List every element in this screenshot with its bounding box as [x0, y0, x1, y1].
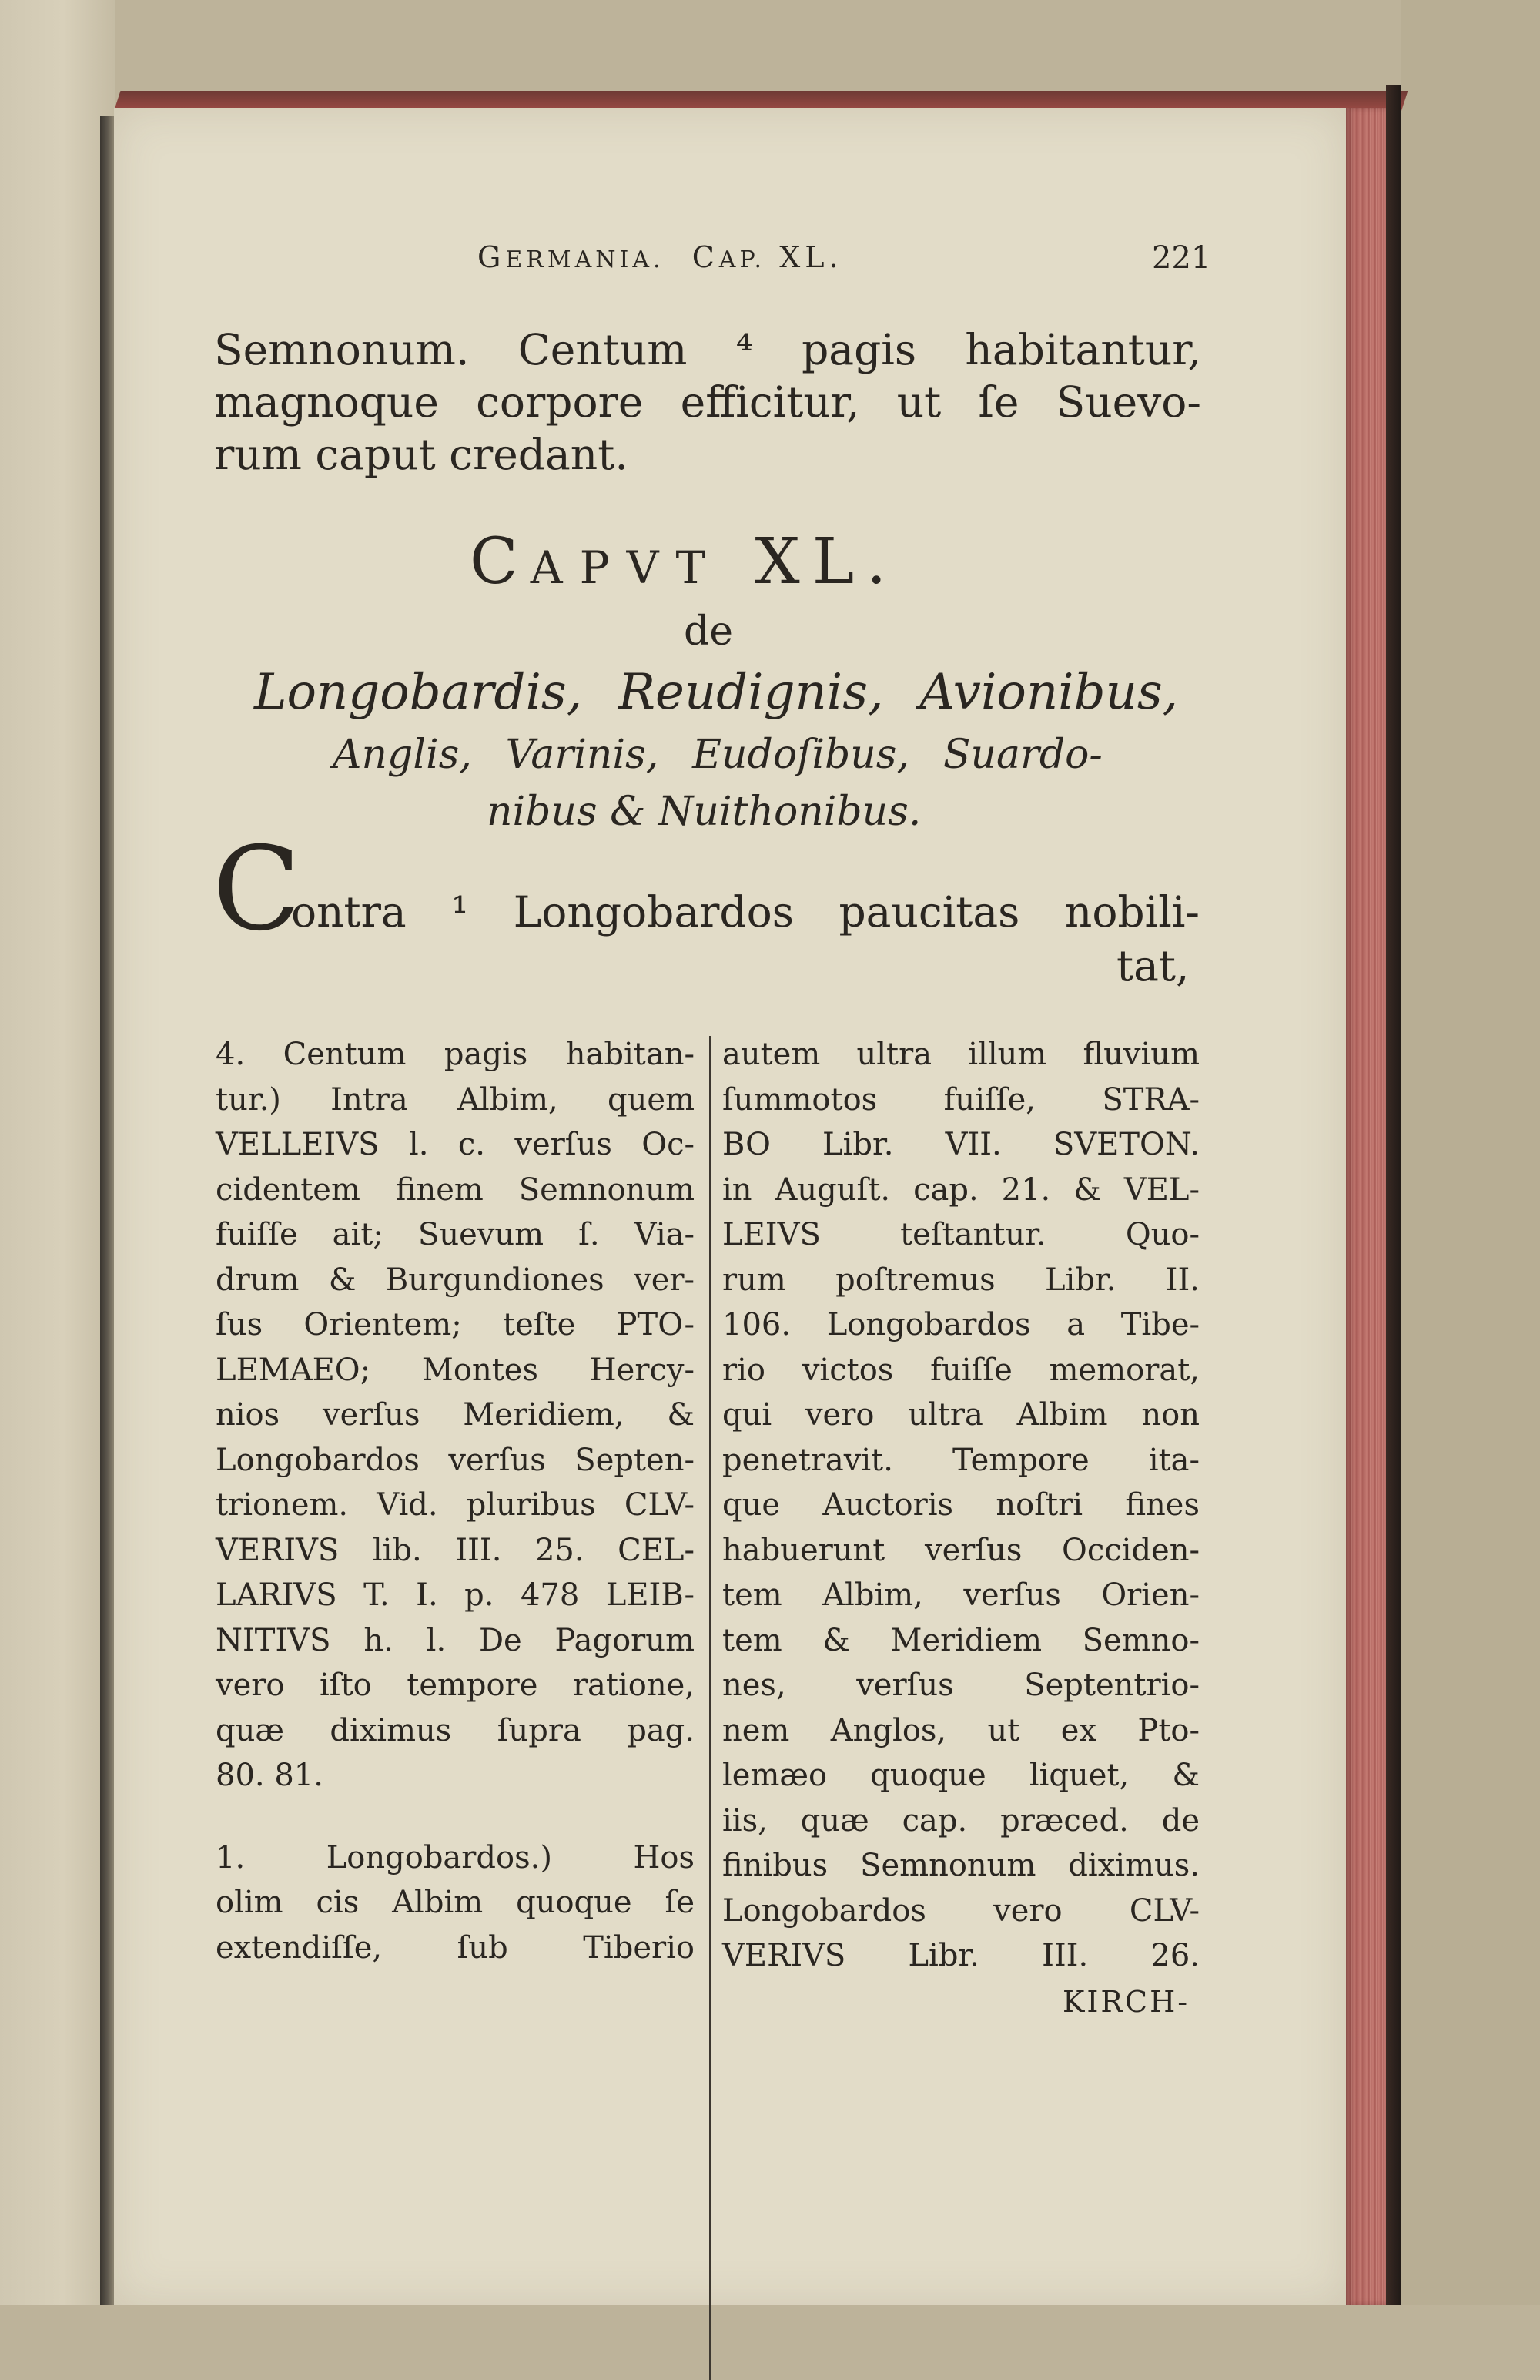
running-title-initial: G	[477, 240, 506, 274]
footnote-line: tem Albim, verſus Orien-	[722, 1577, 1200, 1613]
main-text-line-2: tat,	[1116, 941, 1190, 991]
footnote-line: rum poſtremus Libr. II.	[722, 1262, 1200, 1298]
footnote-line: 1. Longobardos.) Hos	[216, 1839, 695, 1876]
footnote-line: LEIVS teſtantur. Quo-	[722, 1217, 1200, 1252]
page-number: 221	[1152, 240, 1211, 276]
body-line-3: rum caput credant.	[214, 430, 628, 479]
main-text-line-1: ontra ¹ Longobardos paucitas nobili-	[291, 887, 1200, 937]
footnote-line: 80. 81.	[216, 1758, 323, 1793]
chapter-subtitle-line-1: Longobardis, Reudignis, Avionibus,	[254, 664, 1178, 721]
footnote-line: BO Libr. VII. SVETON.	[722, 1127, 1200, 1162]
footnote-line: VERIVS lib. III. 25. CEL-	[216, 1532, 695, 1568]
chapter-label: AP.	[718, 246, 766, 273]
caput-initial: C	[470, 525, 531, 598]
caput-word: APVT	[530, 541, 723, 594]
footnote-line: olim cis Albim quoque ſe	[216, 1885, 695, 1920]
footnote-line: nem Anglos, ut ex Pto-	[722, 1712, 1200, 1748]
footnote-line: Longobardos verſus Septen-	[216, 1442, 695, 1478]
book-gutter	[100, 116, 114, 2305]
footnote-line: qui vero ultra Albim non	[722, 1397, 1200, 1433]
chapter-subtitle-line-2: Anglis, Varinis, Eudoſibus, Suardo-	[333, 732, 1103, 778]
footnotes-right-column	[722, 1032, 1200, 1979]
footnote-line: 106. Longobardos a Tibe-	[722, 1307, 1200, 1343]
footnote-line: quæ diximus ſupra pag.	[216, 1712, 695, 1748]
footnote-line: VERIVS Libr. III. 26.	[722, 1938, 1200, 1973]
drop-capital: C	[213, 823, 301, 957]
footnote-line: finibus Semnonum diximus.	[722, 1848, 1200, 1883]
red-page-edge	[1346, 108, 1386, 2305]
footnote-line: LEMAEO; Montes Hercy-	[216, 1352, 695, 1388]
footnote-line: Longobardos vero CLV-	[722, 1892, 1200, 1929]
footnote-line: vero iſto tempore ratione,	[216, 1668, 695, 1703]
footnote-line: VELLEIVS l. c. verſus Oc-	[216, 1127, 695, 1162]
column-divider	[709, 1036, 711, 2380]
footnote-line: LARIVS T. I. p. 478 LEIB-	[216, 1577, 695, 1613]
footnote-line: ſummotos fuiſſe, STRA-	[722, 1081, 1200, 1118]
footnote-line: nes, verſus Septentrio-	[722, 1668, 1200, 1703]
footnote-line: extendiſſe, ſub Tiberio	[216, 1929, 695, 1966]
footnote-line: 4. Centum pagis habitan-	[216, 1037, 695, 1072]
footnote-line: fuiſſe ait; Suevum ſ. Via-	[216, 1217, 695, 1252]
caput-number: XL.	[755, 525, 899, 598]
footnote-line: cidentem finem Semnonum	[216, 1172, 695, 1208]
footnote-line: NITIVS h. l. De Pagorum	[216, 1622, 695, 1658]
footnote-line: penetravit. Tempore ita-	[722, 1442, 1200, 1478]
facing-page-edge	[0, 0, 116, 2305]
running-title: ERMANIA.	[505, 246, 665, 273]
chapter-heading	[470, 525, 899, 598]
footnote-line: drum & Burgundiones ver-	[216, 1262, 695, 1298]
book-cover-edge	[1386, 85, 1401, 2305]
footnote-gap	[216, 1798, 695, 1835]
running-head	[477, 240, 843, 274]
chapter-number: XL.	[779, 240, 843, 274]
footnote-line: iis, quæ cap. præced. de	[722, 1802, 1200, 1839]
footnote-line: tur.) Intra Albim, quem	[216, 1081, 695, 1118]
footnote-line: in Auguſt. cap. 21. & VEL-	[722, 1172, 1200, 1208]
heading-de: de	[684, 608, 734, 655]
footnote-line: rio victos fuiſſe memorat,	[722, 1352, 1200, 1388]
chapter-subtitle-line-3: nibus & Nuithonibus.	[487, 789, 922, 835]
chapter-label-initial: C	[691, 240, 719, 274]
catchword: KIRCH-	[1063, 1984, 1190, 2019]
body-line-1: Semnonum. Centum ⁴ pagis habitantur,	[214, 325, 1201, 374]
footnote-line: trionem. Vid. pluribus CLV-	[216, 1487, 695, 1523]
footnote-line: tem & Meridiem Semno-	[722, 1622, 1200, 1658]
body-line-2: magnoque corpore efficitur, ut ſe Suevo-	[214, 377, 1201, 427]
footnote-line: que Auctoris noſtri fines	[722, 1487, 1200, 1523]
footnotes-left-column	[216, 1032, 695, 1970]
footnote-line: lemæo quoque liquet, &	[722, 1758, 1200, 1793]
footnote-line: nios verſus Meridiem, &	[216, 1397, 695, 1433]
footnote-line: ſus Orientem; teſte PTO-	[216, 1307, 695, 1343]
background-right	[1401, 0, 1540, 2305]
footnote-line: autem ultra illum fluvium	[722, 1037, 1200, 1072]
footnote-line: habuerunt verſus Occiden-	[722, 1532, 1200, 1568]
